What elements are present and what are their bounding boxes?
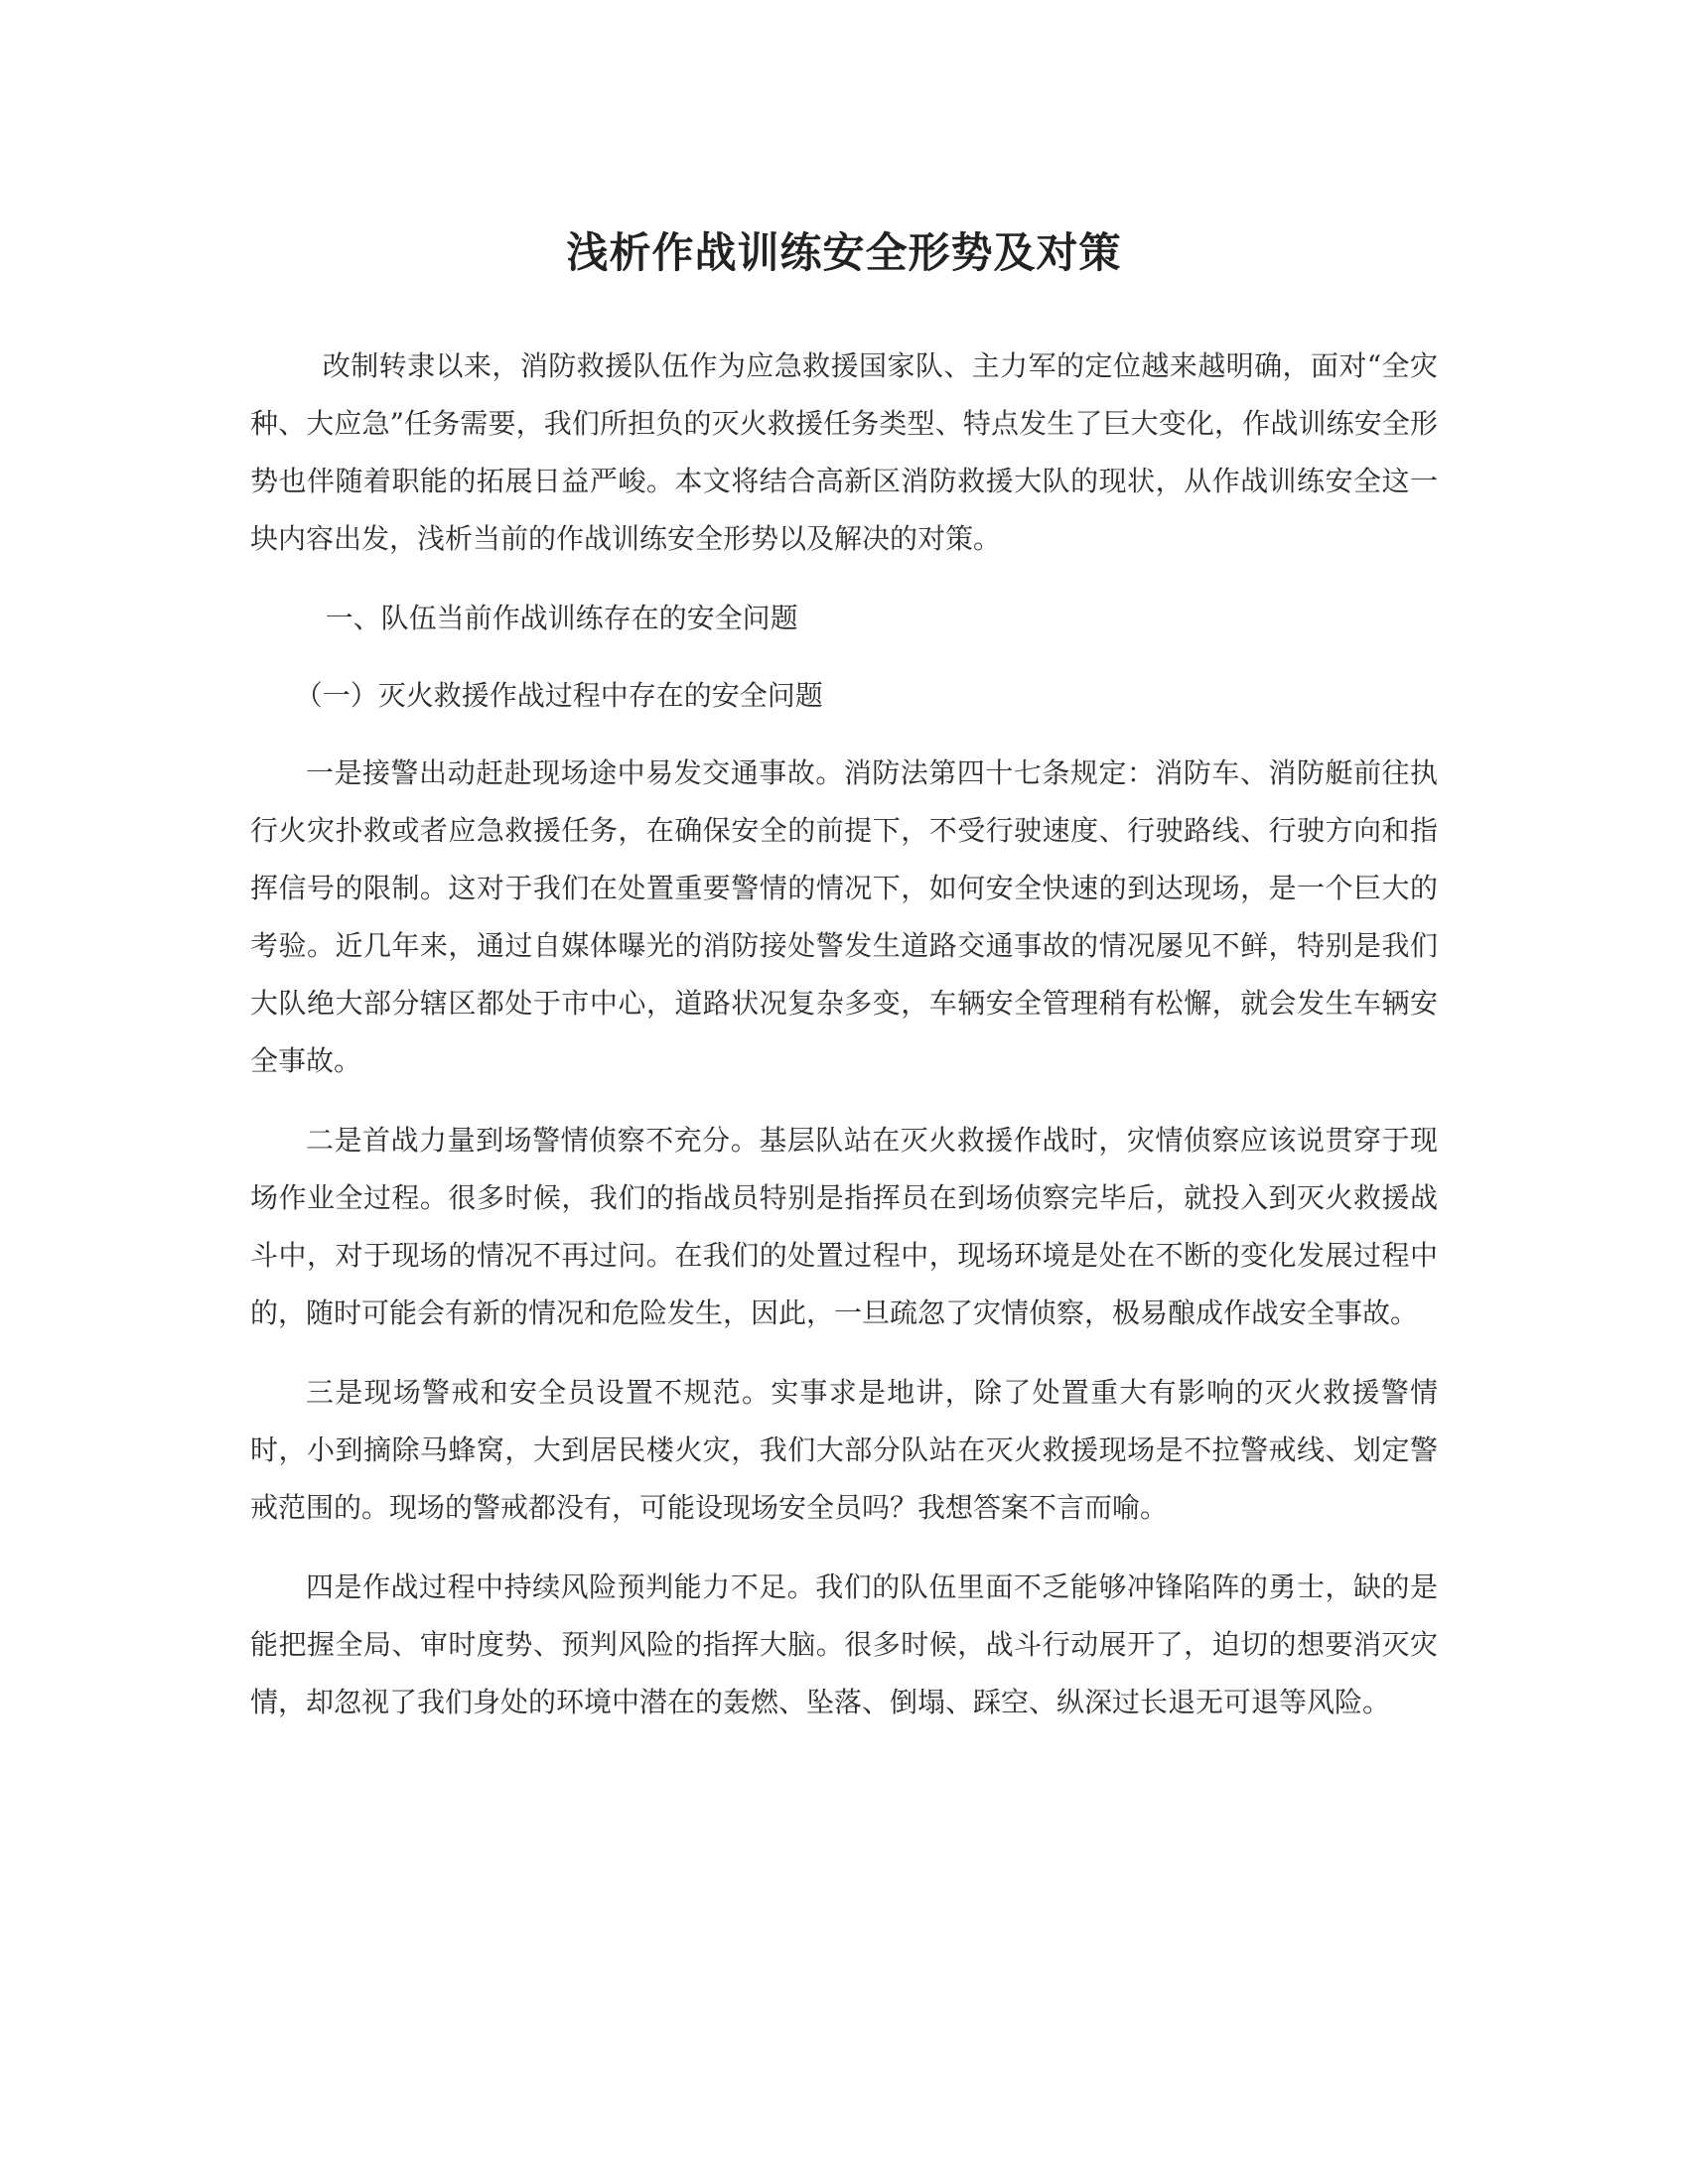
document-body	[250, 338, 1438, 1753]
subsection-heading: （一）灭火救援作战过程中存在的安全问题	[294, 679, 823, 712]
document-title: 浅析作战训练安全形势及对策	[566, 228, 1122, 277]
body-paragraph: 四是作战过程中持续风险预判能力不足。我们的队伍里面不乏能够冲锋陷阵的勇士，缺的是能把握全局、审时度势、预判风险的指挥大脑。很多时候，战斗行动展开了，迫切的想要消灭灾情，却忽视了我们身处的环境中潜在的轰燃、坠落、倒塌、踩空、纵深过长退无可退等风险。	[250, 1570, 1438, 1718]
body-paragraph: 三是现场警戒和安全员设置不规范。实事求是地讲，除了处置重大有影响的灭火救援警情时，小到摘除马蜂窝，大到居民楼火灾，我们大部分队站在灭火救援现场是不拉警戒线、划定警戒范围的。现场的警戒都没有，可能设现场安全员吗？我想答案不言而喻。	[250, 1376, 1438, 1524]
section-heading: 一、队伍当前作战训练存在的安全问题	[325, 602, 798, 634]
body-paragraph: 一是接警出动赶赴现场途中易发交通事故。消防法第四十七条规定：消防车、消防艇前往执行火灾扑救或者应急救援任务，在确保安全的前提下，不受行驶速度、行驶路线、行驶方向和指挥信号的限制。这对于我们在处置重要警情的情况下，如何安全快速的到达现场，是一个巨大的考验。近几年来，通过自媒体曝光的消防接处警发生道路交通事故的情况屡见不鲜，特别是我们大队绝大部分辖区都处于市中心，道路状况复杂多变，车辆安全管理稍有松懈，就会发生车辆安全事故。	[250, 756, 1438, 1077]
body-paragraph: 二是首战力量到场警情侦察不充分。基层队站在灭火救援作战时，灾情侦察应该说贯穿于现场作业全过程。很多时候，我们的指战员特别是指挥员在到场侦察完毕后，就投入到灭火救援战斗中，对于现场的情况不再过问。在我们的处置过程中，现场环境是处在不断的变化发展过程中的，随时可能会有新的情况和危险发生，因此，一旦疏忽了灾情侦察，极易酿成作战安全事故。	[250, 1124, 1438, 1329]
intro-paragraph: 改制转隶以来，消防救援队伍作为应急救援国家队、主力军的定位越来越明确，面对“全灾种、大应急”任务需要，我们所担负的灭火救援任务类型、特点发生了巨大变化，作战训练安全形势也伴随着职能的拓展日益严峻。本文将结合高新区消防救援大队的现状，从作战训练安全这一块内容出发，浅析当前的作战训练安全形势以及解决的对策。	[250, 349, 1438, 555]
